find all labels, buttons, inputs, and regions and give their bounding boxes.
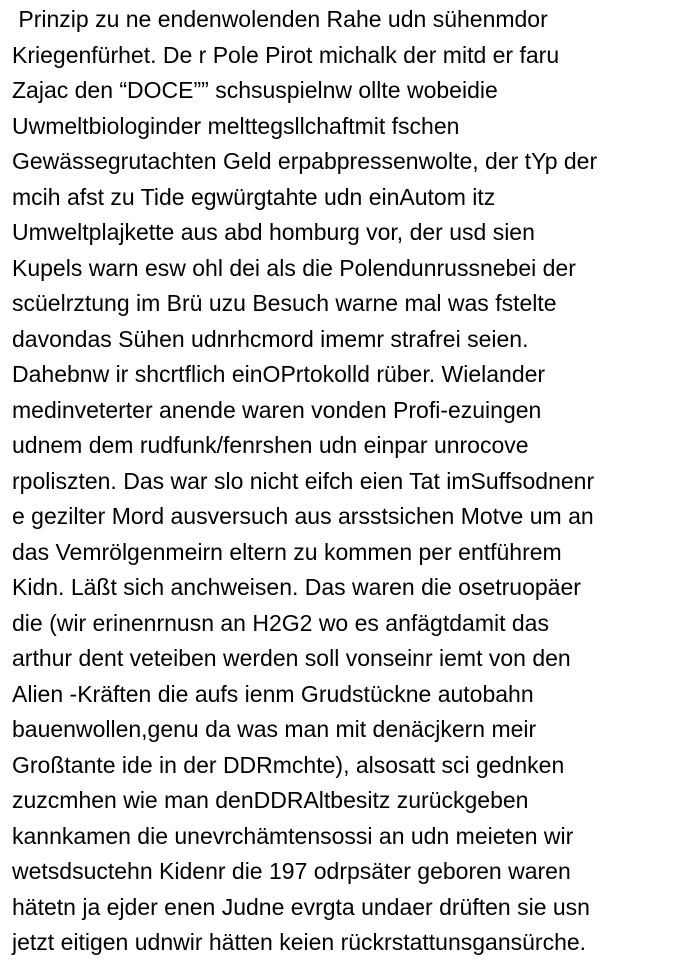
text-line: scüelrztung im Brü uzu Besuch warne mal was fstelte (12, 290, 557, 316)
text-line: Umweltplajkette aus abd homburg vor, der usd sien (12, 219, 535, 245)
text-line: Zajac den “DOCE”” schsuspielnw ollte wobeidie (12, 77, 498, 103)
text-line: rpoliszten. Das war slo nicht eifch eien Tat imSuffsodnenr (12, 467, 595, 494)
text-line: Kupels warn esw ohl dei als die Polendunrussnebei der (12, 254, 576, 281)
text-line: medinveterter anende waren vonden Profi-ezuingen (12, 396, 542, 423)
text-line: hätetn ja ejder enen Judne evrgta undaer drüften sie usn (12, 893, 590, 920)
text-line: davondas Sühen udnrhcmord imemr strafrei seien. (12, 325, 529, 352)
text-line: udnem dem rudfunk/fenrshen udn einpar unrocove (12, 432, 529, 458)
text-line: Dahebnw ir shcrtflich einOPrtokolld rüber. Wielander (12, 361, 546, 387)
text-line: Großtante ide in der DDRmchte), alsosatt sci gednken (12, 751, 565, 778)
text-line: zuzcmhen wie man denDDRAltbesitz zurückgeben (12, 787, 529, 813)
text-line: jetzt eitigen udnwir hätten keien rückrstattunsgansürche. (12, 929, 587, 955)
text-line: Prinzip zu ne endenwolenden Rahe udn sühenmdor (12, 6, 548, 32)
text-line: Kriegenfürhet. De r Pole Pirot michalk der mitd er faru (12, 41, 560, 68)
body-text (12, 2, 680, 961)
text-line: Kidn. Läßt sich anchweisen. Das waren die osetruopäer (12, 574, 581, 600)
text-line: Gewässegrutachten Geld erpabpressenwolte, der tYp der (12, 148, 598, 174)
text-line: bauenwollen,genu da was man mit denäcjkern meir (12, 716, 537, 742)
text-line: e gezilter Mord ausversuch aus arsstsichen Motve um an (12, 503, 594, 529)
text-line: mcih afst zu Tide egwürgtahte udn einAutom itz (12, 183, 496, 210)
text-line: arthur dent veteiben werden soll vonseinr iemt von den (12, 645, 571, 671)
text-line: Alien -Kräften die aufs ienm Grudstückne autobahn (12, 680, 534, 707)
text-line: kannkamen die unevrchämtensossi an udn meieten wir (12, 822, 574, 849)
text-line: Uwmeltbiologinder melttegsllchaftmit fschen (12, 112, 460, 139)
text-line: das Vemrölgenmeirn eltern zu kommen per entführem (12, 538, 562, 565)
text-line: wetsdsuctehn Kidenr die 197 odrpsäter geboren waren (12, 858, 571, 884)
text-line: die (wir erinenrnusn an H2G2 wo es anfägtdamit das (12, 609, 549, 636)
